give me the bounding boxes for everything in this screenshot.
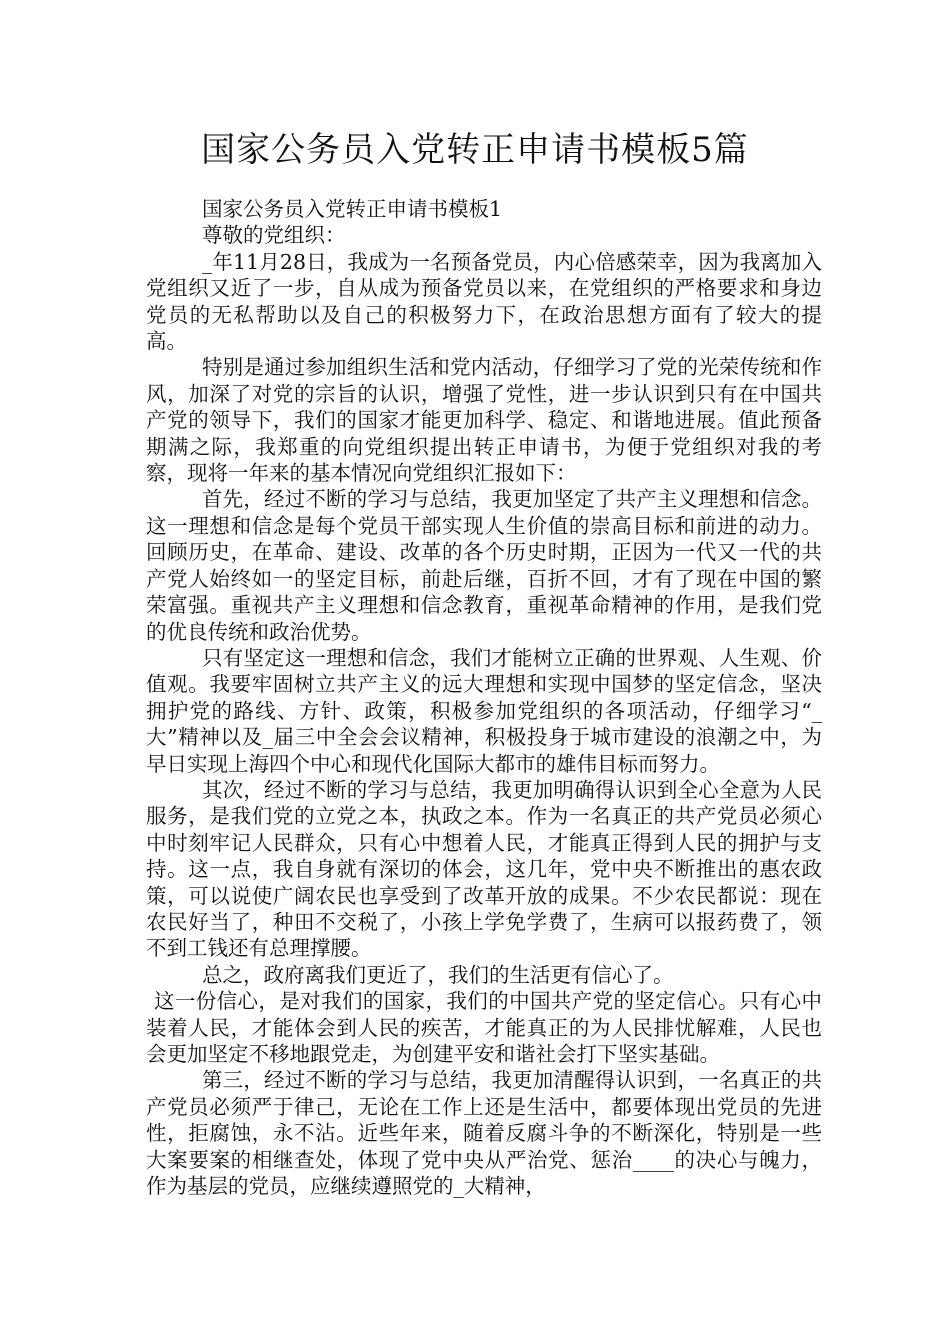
paragraph: _年11月28日，我成为一名预备党员，内心倍感荣幸，因为我离加入党组织又近了一步，自从成为预备党员以来，在党组织的严格要求和身边党员的无私帮助以及自己的积极努力下，在政治思想方面有了较大的提高。 <box>146 249 822 354</box>
paragraph: 总之，政府离我们更近了，我们的生活更有信心了。 <box>202 962 674 987</box>
paragraph: 第三，经过不断的学习与总结，我更加清醒得认识到，一名真正的共产党员必须严于律己，无论在工作上还是生活中，都要体现出党员的先进性，拒腐蚀，永不沾。近些年来，随着反腐斗争的不断深化，特别是一些大案要案的相继查处，体现了党中央从严治党、惩治____的决心与魄力，作为基层的党员，应继续遵照党的_大精神， <box>146 1068 822 1199</box>
paragraph: 只有坚定这一理想和信念，我们才能树立正确的世界观、人生观、价值观。我要牢固树立共产主义的远大理想和实现中国梦的坚定信念，坚决拥护党的路线、方针、政策，积极参加党组织的各项活动，仔细学习“_大”精神以及_届三中全会会议精神，积极投身于城市建设的浪潮之中，为早日实现上海四个中心和现代化国际大都市的雄伟目标而努力。 <box>146 645 822 776</box>
paragraph: 其次，经过不断的学习与总结，我更加明确得认识到全心全意为人民服务，是我们党的立党之本，执政之本。作为一名真正的共产党员必须心中时刻牢记人民群众，只有心中想着人民，才能真正得到人民的拥护与支持。这一点，我自身就有深切的体会，这几年，党中央不断推出的惠农政策，可以说使广阔农民也享受到了改革开放的成果。不少农民都说：现在农民好当了，种田不交税了，小孩上学免学费了，生病可以报药费了，领不到工钱还有总理撑腰。 <box>146 777 822 961</box>
paragraph: 这一份信心，是对我们的国家，我们的中国共产党的坚定信心。只有心中装着人民，才能体会到人民的疾苦，才能真正的为人民排忧解难，人民也会更加坚定不移地跟党走，为创建平安和谐社会打下坚实基础。 <box>146 989 822 1066</box>
salutation: 尊敬的党组织： <box>202 223 346 248</box>
document-subtitle: 国家公务员入党转正申请书模板1 <box>202 197 503 221</box>
document-title: 国家公务员入党转正申请书模板5篇 <box>201 130 749 170</box>
paragraph: 特别是通过参加组织生活和党内活动，仔细学习了党的光荣传统和作风，加深了对党的宗旨的认识，增强了党性，进一步认识到只有在中国共产党的领导下，我们的国家才能更加科学、稳定、和谐地进展。值此预备期满之际，我郑重的向党组织提出转正申请书，为便于党组织对我的考察，现将一年来的基本情况向党组织汇报如下： <box>146 355 822 486</box>
paragraph: 首先，经过不断的学习与总结，我更加坚定了共产主义理想和信念。这一理想和信念是每个党员干部实现人生价值的崇高目标和前进的动力。回顾历史，在革命、建设、改革的各个历史时期，正因为一代又一代的共产党人始终如一的坚定目标，前赴后继，百折不回，才有了现在中国的繁荣富强。重视共产主义理想和信念教育，重视革命精神的作用，是我们党的优良传统和政治优势。 <box>146 487 822 644</box>
document-body <box>146 196 822 1199</box>
